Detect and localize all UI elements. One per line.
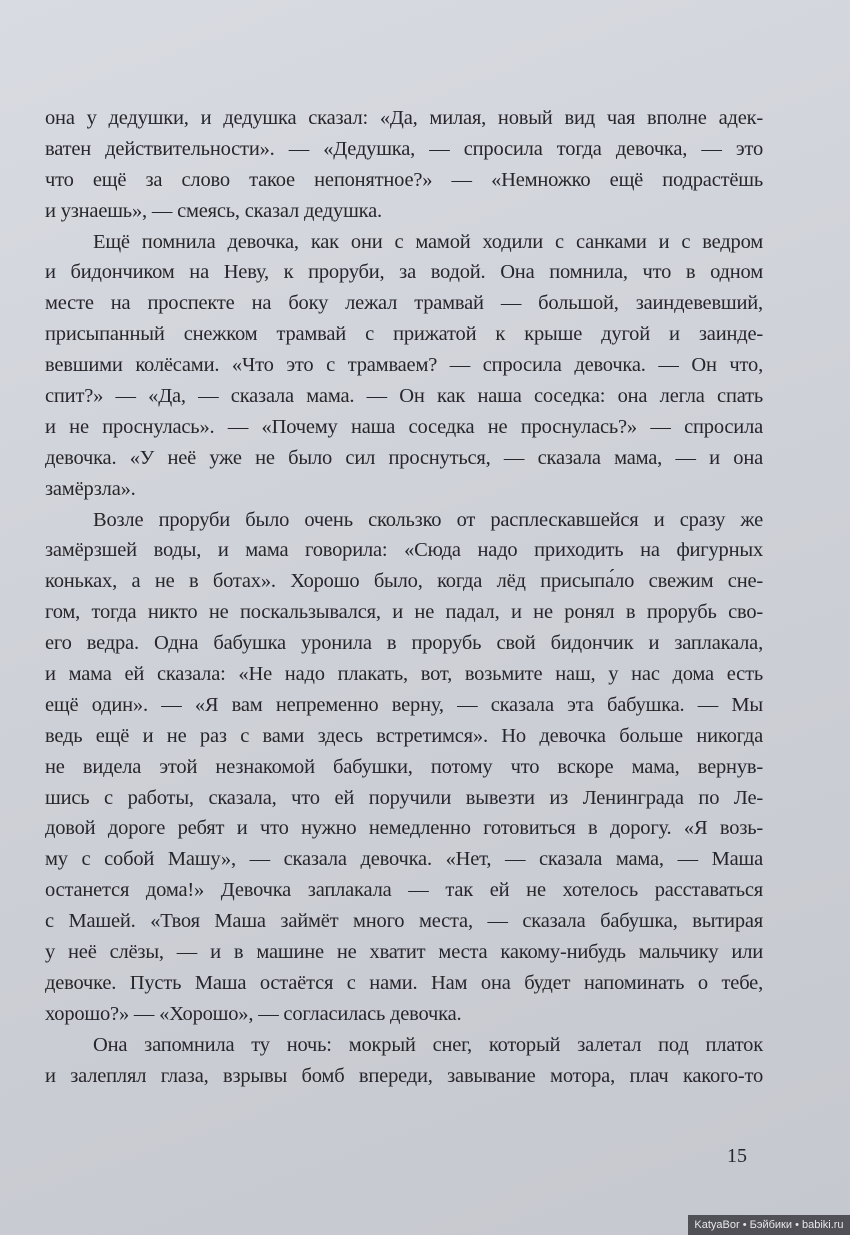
text-line: месте на проспекте на боку лежал трамвай — большой, заиндевевший,	[45, 292, 763, 315]
text-line: что ещё за слово такое непонятное?» — «Немножко ещё подрастёшь	[45, 168, 763, 191]
paragraph	[45, 227, 763, 505]
paragraph	[45, 505, 763, 1030]
text-line: Ещё помнила девочка, как они с мамой ходили с санками и с ведром	[93, 230, 763, 253]
text-line: с Машей. «Твоя Маша займёт много места, — сказала бабушка, вытирая	[45, 910, 763, 933]
text-line: и бидончиком на Неву, к проруби, за водой. Она помнила, что в одном	[45, 261, 763, 284]
text-line: Она запомнила ту ночь: мокрый снег, который залетал под платок	[93, 1033, 763, 1056]
text-line: гом, тогда никто не поскальзывался, и не падал, и не ронял в прорубь сво-	[45, 601, 763, 624]
paragraph	[45, 1030, 763, 1092]
text-line: ватен действительности». — «Дедушка, — спросила тогда девочка, — это	[45, 137, 763, 160]
text-line: и не проснулась». — «Почему наша соседка не проснулась?» — спросила	[45, 415, 763, 438]
text-line: коньках, а не в ботах». Хорошо было, когда лёд присыпа́ло свежим сне-	[45, 570, 763, 593]
text-line: не видела этой незнакомой бабушки, потому что вскоре мама, вернув-	[45, 755, 763, 778]
text-line: довой дороге ребят и что нужно немедленно готовиться в дорогу. «Я возь-	[45, 817, 763, 840]
text-line: замёрзла».	[45, 477, 136, 500]
text-line: Возле проруби было очень скользко от расплескавшейся и сразу же	[93, 508, 763, 531]
text-line: девочка. «У неё уже не было сил проснуться, — сказала мама, — и она	[45, 446, 763, 469]
text-line: и узнаешь», — смеясь, сказал дедушка.	[45, 199, 382, 222]
text-line: его ведра. Одна бабушка уронила в прорубь свой бидончик и заплакала,	[45, 632, 763, 655]
text-line: шись с работы, сказала, что ей поручили вывезти из Ленинграда по Ле-	[45, 786, 763, 809]
text-line: му с собой Машу», — сказала девочка. «Нет, — сказала мама, — Маша	[45, 848, 763, 871]
text-line: ещё один». — «Я вам непременно верну, — сказала эта бабушка. — Мы	[45, 693, 763, 716]
page-number: 15	[727, 1145, 747, 1167]
text-line: девочке. Пусть Маша остаётся с нами. Нам она будет напоминать о тебе,	[45, 971, 763, 994]
text-line: и мама ей сказала: «Не надо плакать, вот, возьмите наш, у нас дома есть	[45, 663, 763, 686]
watermark: KatyaBor • Бэйбики • babiki.ru	[688, 1215, 850, 1235]
text-line: у неё слёзы, — и в машине не хватит места какому-нибудь мальчику или	[45, 941, 763, 964]
paragraph	[45, 103, 763, 227]
text-line: вевшими колёсами. «Что это с трамваем? — спросила девочка. — Он что,	[45, 354, 763, 377]
text-line: останется дома!» Девочка заплакала — так ей не хотелось расставаться	[45, 879, 763, 902]
text-line: и залеплял глаза, взрывы бомб впереди, завывание мотора, плач какого-то	[45, 1064, 763, 1087]
text-line: хорошо?» — «Хорошо», — согласилась девочка.	[45, 1002, 462, 1025]
text-line: спит?» — «Да, — сказала мама. — Он как наша соседка: она легла спать	[45, 385, 763, 408]
page-body-text	[45, 103, 763, 1092]
text-line: замёрзшей воды, и мама говорила: «Сюда надо приходить на фигурных	[45, 539, 763, 562]
text-line: ведь ещё и не раз с вами здесь встретимся». Но девочка больше никогда	[45, 724, 763, 747]
text-line: она у дедушки, и дедушка сказал: «Да, милая, новый вид чая вполне адек-	[45, 107, 763, 129]
text-line: присыпанный снежком трамвай с прижатой к крыше дугой и заинде-	[45, 323, 763, 346]
